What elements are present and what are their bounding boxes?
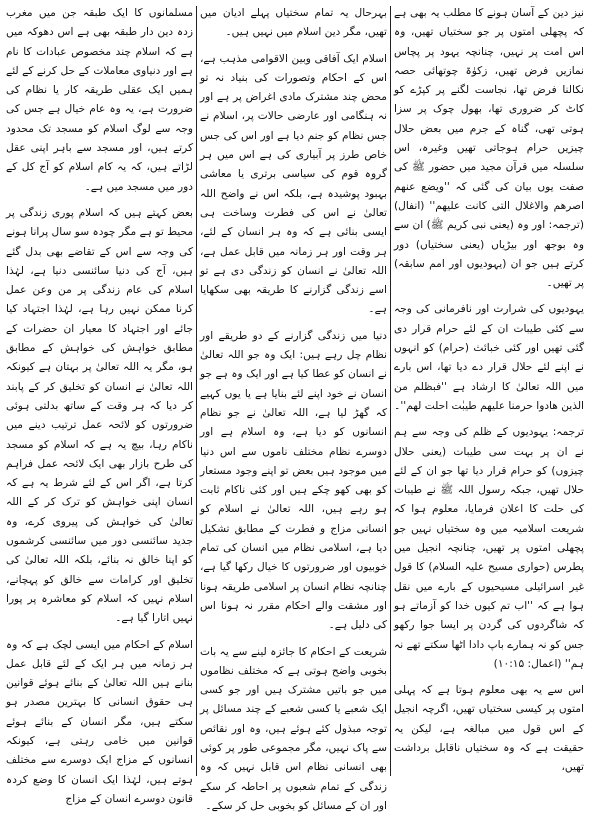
paragraph: اسلام ایک آفاقی وبین الاقوامی مذہب ہے، اس کے احکام وتصورات کی بنیاد نہ تو محض چند مشترک مادی اغراض پر ہے اور نہ ہنگامی اور عارضی حالات پر، اسلام نے جس نظام کو جنم دیا ہے اور اس کی جس خاص طرز پر آبیاری کی ہے اس میں ہر گروہ قوم کی سیاسی برتری یا معاشی بہبود پوشیدہ ہے، بلکہ اس نے واضح اللہ تعالیٰ نے اس کی فطرت وساخت ہی ایسی بنائی ہے کہ وہ ہر انسان کے لئے، ہر وقت اور ہر زمانہ میں قابل عمل ہے، اللہ تعالیٰ نے انسان کو زندگی دی ہے تو اسے زندگی گزارنے کا طریقہ بھی سکھایا ہے۔ — [200, 50, 387, 320]
paragraph: ترجمہ: یہودیوں کے ظلم کی وجہ سے ہم نے ان پر بہت سی طیبات (یعنی حلال چیزوں) کو حرام قرار دیا تھا جو ان کے لئے حلال تھیں، جبکہ رسول اللہ ﷺ نے طیبات کی حلت کا اعلان فرمایا، معلوم ہوا کہ شریعت اسلامیہ میں وہ سختیاں نہیں جو پچھلی امتوں پر تھیں، چنانچہ انجیل میں پطرس (حواری مسیح علیہ السلام) کا قول غیر اسرائیلی مسیحیوں کے بارے میں نقل ہوا ہے کہ ''اب تم کیوں خدا کو آزماتے ہو کہ شاگردوں کی گردن پر ایسا جوا رکھو جس کو نہ ہمارے باپ دادا اٹھا سکتے تھے نہ ہم'' (اعمال: ۱۰:۱۵) — [394, 423, 584, 674]
paragraph: دنیا میں زندگی گزارنے کے دو طریقے اور نظام چل رہے ہیں: ایک وہ جو اللہ تعالیٰ نے انسان کو عطا کیا ہے اور ایک وہ ہے جو انسان نے خود اپنے لئے بنایا ہے یا یوں کہیے کہ گھڑ لیا ہے، اللہ تعالیٰ نے جو نظام انسانوں کو دیا ہے، وہ اسلام ہے اور دوسرے نظام مختلف ناموں سے اس دنیا میں موجود ہیں بعض تو اپنے وجود مستعار کو بھی کھو چکے ہیں اور کئی ناکام ثابت ہو رہے ہیں، اللہ تعالیٰ نے اسلام کو انسانی مزاج و فطرت کے مطابق تشکیل دیا ہے، اسلامی نظام میں انسان کی تمام خوبیوں اور ضرورتوں کا خیال رکھا گیا ہے، چنانچہ نظام انسان پر اسلامی طریقہ ہونا اور مشقت والے احکام مقرر نہ ہونا اس کی دلیل ہے۔ — [200, 327, 387, 636]
paragraph: نیز دین کے آسان ہونے کا مطلب یہ بھی ہے کہ پچھلی امتوں پر جو سختیاں تھیں، وہ اس امت پر نہیں، چنانچہ یہود پر پچاس نمازیں فرض تھیں، زکوٰۃ چوتھائی حصہ نکالنا فرض تھا، نجاست لگنے پر کپڑے کو کاٹ کر ضروری تھا، بھول چوک پر سزا ہوتی تھی، گناہ کے جرم میں بعض حلال چیزیں حرام ہوجاتی تھیں وغیرہ، اس سلسلہ میں قرآن مجید میں حضور ﷺ کی صفت یوں بیان کی گئی کہ ''ویضع عنھم اصرھم والاغلال التی کانت علیھم'' (انفال) (ترجمہ: اور وہ (یعنی نبی کریم ﷺ) ان سے وہ بوجھ اور بیڑیاں (یعنی سختیاں) دور کرتے ہیں جو ان (یہودیوں اور امم سابقہ) پر تھیں۔ — [394, 4, 584, 293]
column-divider — [390, 6, 391, 776]
paragraph: اس سے یہ بھی معلوم ہوتا ہے کہ پہلی امتوں پر کیسی سختیاں تھیں، اگرچہ انجیل کے اس قول میں مبالغہ ہے، لیکن یہ حقیقت ہے کہ وہ سختیاں ناقابل برداشت تھیں، — [394, 681, 584, 777]
paragraph: شریعت کے احکام کا جائزہ لینے سے یہ بات بخوبی واضح ہوتی ہے کہ مختلف نظاموں میں جو باتیں مشترک ہیں اور جو کسی ایک شعبے یا کسی شعبے کے چند مسائل پر توجہ مبذول کئے ہوئے ہیں، وہ اور نقائص سے پاک نہیں، مگر مجموعی طور پر کوئی بھی انسانی نظام اس قابل نہیں کہ وہ زندگی کے تمام شعبوں پر احاطہ کر سکے اور ان کے مسائل کو بخوبی حل کر سکے۔ — [200, 643, 387, 816]
paragraph: مسلمانوں کا ایک طبقہ جن میں مغرب زدہ دین دار طبقہ بھی ہے اس دھوکہ میں ہے کہ اسلام چند مخصوص عبادات کا نام ہے اور دنیاوی معاملات کے حل کرنے کے لئے ہمیں ایک عقلی طریقہ کار یا نظام کی ضرورت ہے، یہ وہ عام خیال ہے جس کی وجہ سے لوگ اسلام کو مسجد تک محدود کرتے ہیں، اور مسجد سے باہر اپنی عقل لڑاتے ہیں، کہ یہ کام اسلام کو آج کل کے دور میں مسجد میں ہے۔ — [6, 4, 193, 197]
text-column-middle — [200, 4, 387, 778]
paragraph: بہرحال یہ تمام سختیاں پہلے ادیان میں تھیں، مگر دین اسلام میں نہیں ہیں۔ — [200, 4, 387, 43]
paragraph: اسلام کے احکام میں ایسی لچک ہے کہ وہ ہر زمانہ میں ہر ایک کے لئے قابل عمل بنانے ہیں اللہ تعالیٰ کے بنائے ہوئے قوانین ہی حقوق انسانی کا بہترین مصدر ہو سکتے ہیں، مگر انسان کے بنائے ہوئے قوانین میں خامی رہتی ہے، کیونکہ انسانوں کے مزاج ایک دوسرے سے مختلف ہوتے ہیں، لہٰذا ایک انسان کا وضع کردہ قانون دوسرے انسان کے مزاج — [6, 636, 193, 810]
paragraph: یہودیوں کی شرارت اور نافرمانی کی وجہ سے کئی طیبات ان کے لئے حرام قرار دی گئی تھیں اور کئی خبائث (حرام) کو انہوں نے اپنے لئے حلال قرار دے دیا تھا، اس بارے میں اللہ تعالیٰ کا ارشاد ہے ''فبظلم من الذین ھادوا حرمنا علیھم طیبٰت احلت لھم''۔ — [394, 300, 584, 416]
text-column-right — [394, 4, 584, 778]
text-column-left — [6, 4, 193, 778]
paragraph: بعض کہتے ہیں کہ اسلام پوری زندگی پر محیط تو ہے مگر چودہ سو سال پرانا ہونے کی وجہ سے اس کے تقاضے بھی بدل گئے ہیں، آج کی دنیا سائنسی دنیا ہے، لہٰذا اسلام کی عام زندگی پر من وعن عمل کرنا ممکن نہیں رہا ہے، لہٰذا اجتہاد کیا جائے اور اجتہاد کا معیار ان حضرات کے مطابق خواہش کی خواہش کے مطابق ہو، مگر یہ اللہ تعالیٰ پر بہتان ہے کیونکہ اللہ تعالیٰ نے انسان کو تخلیق کر کے پابند کر دیا کہ ہر وقت کے ساتھ بدلتی ہوئی ضرورتوں کو لائحہ عمل ترتیب دینے میں ناکام رہا، بیچ یہ ہے کہ اسلام کو مسجد کی طرح بازار بھی ایک لائحہ عمل فراہم کرتا ہے، اگر اس کے لئے شرط یہ ہے کہ انسان اپنی خواہش کو ترک کر کے اللہ تعالیٰ کی خواہش کی پیروی کرے، وہ جدید سائنسی دور میں سائنسی کرشموں کو اپنا خالق نہ بنائے، بلکہ اللہ تعالیٰ کی تخلیق اور کرامات سے خالق کو پہچانے، اسلام نہیں کہ اسلام کو معاشرہ پر پورا نہیں اتارا گیا ہے۔ — [6, 204, 193, 629]
column-divider — [196, 6, 197, 776]
